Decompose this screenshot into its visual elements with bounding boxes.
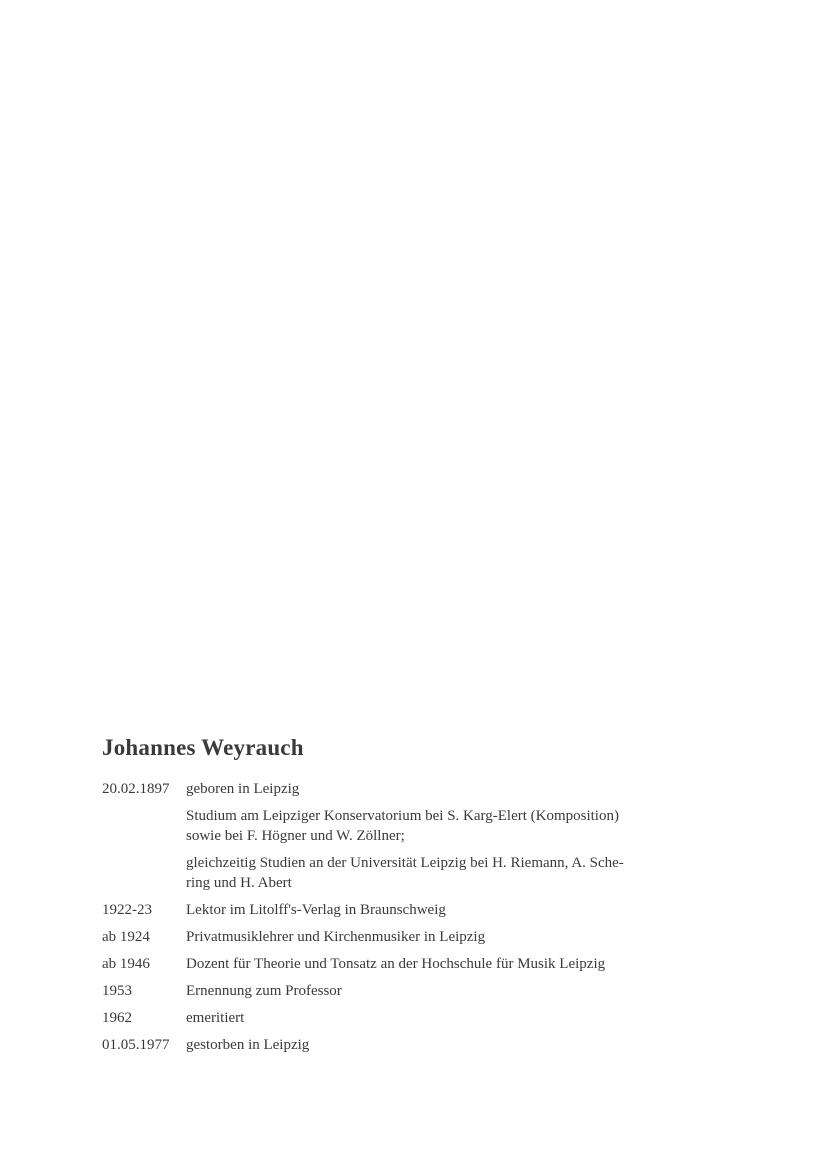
timeline-entry [102, 1008, 682, 1028]
entry-text-line: ring und H. Abert [186, 875, 292, 891]
entry-text [186, 1008, 664, 1028]
entry-date [102, 853, 186, 893]
timeline-entry [102, 900, 682, 920]
entry-date: ab 1924 [102, 929, 150, 945]
entry-text [186, 981, 664, 1001]
entry-text [186, 900, 664, 920]
entry-date: 20.02.1897 [102, 781, 170, 797]
entry-text [186, 954, 664, 974]
entry-date [102, 806, 186, 846]
entry-text [186, 779, 664, 799]
entry-text-line: gleichzeitig Studien an der Universität Leipzig bei H. Riemann, A. Sche- [186, 855, 624, 871]
timeline-entry [102, 954, 682, 974]
timeline-entry [102, 1035, 682, 1055]
entry-date: 1922-23 [102, 902, 152, 918]
timeline-entry [102, 981, 682, 1001]
entry-date: 01.05.1977 [102, 1037, 170, 1053]
biography-section [102, 735, 682, 1062]
timeline-entry [102, 927, 682, 947]
entry-text-line: Lektor im Litolff's-Verlag in Braunschweig [186, 902, 446, 918]
timeline-entry [102, 806, 682, 846]
entry-text-line: geboren in Leipzig [186, 781, 300, 797]
entry-date: ab 1946 [102, 956, 150, 972]
timeline-entry [102, 779, 682, 799]
entry-text [186, 927, 664, 947]
biography-timeline [102, 779, 682, 1055]
entry-text [186, 1035, 664, 1055]
entry-text-line: Dozent für Theorie und Tonsatz an der Hochschule für Musik Leipzig [186, 956, 606, 972]
entry-text [186, 853, 664, 893]
entry-text-line: Ernennung zum Professor [186, 983, 342, 999]
entry-text [186, 806, 664, 846]
entry-text-line: emeritiert [186, 1010, 245, 1026]
entry-text-line: sowie bei F. Högner und W. Zöllner; [186, 828, 405, 844]
entry-date: 1962 [102, 1010, 132, 1026]
entry-date: 1953 [102, 983, 132, 999]
entry-text-line: gestorben in Leipzig [186, 1037, 310, 1053]
timeline-entry [102, 853, 682, 893]
page-title: Johannes Weyrauch [102, 735, 304, 760]
entry-text-line: Studium am Leipziger Konservatorium bei S. Karg-Elert (Komposition) [186, 808, 619, 824]
entry-text-line: Privatmusiklehrer und Kirchenmusiker in Leipzig [186, 929, 486, 945]
